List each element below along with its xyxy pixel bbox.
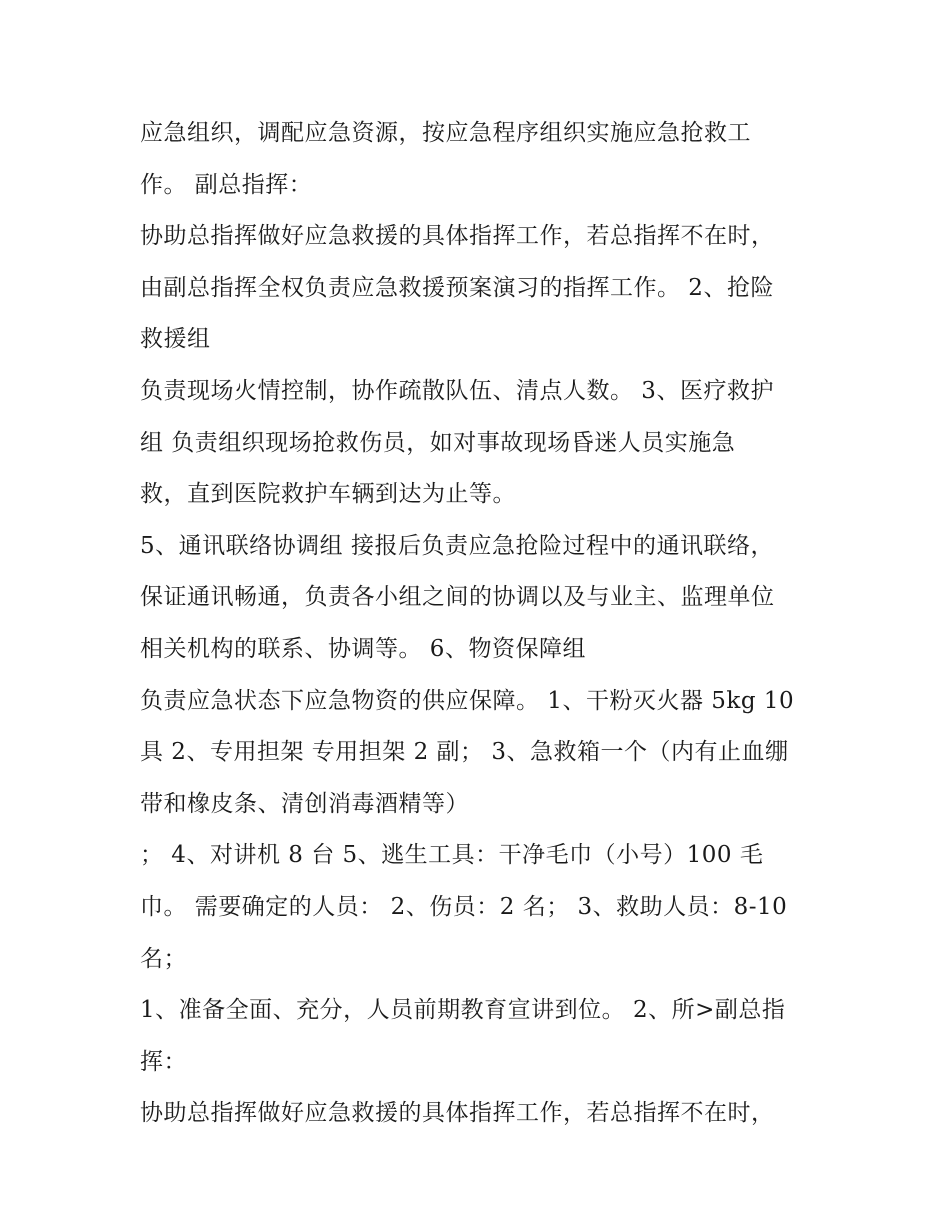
text-line: 保证通讯畅通，负责各小组之间的协调以及与业主、监理单位 (140, 584, 775, 611)
document-body (140, 108, 830, 1140)
text-line: 带和橡皮条、清创消毒酒精等） (140, 790, 469, 817)
text-line: 救援组 (140, 326, 211, 353)
text-line: 名； (140, 945, 187, 972)
text-line: 负责现场火情控制，协作疏散队伍、清点人数。 3、医疗救护 (140, 377, 774, 404)
text-line: 救，直到医院救护车辆到达为止等。 (140, 481, 516, 508)
text-line: 负责应急状态下应急物资的供应保障。 1、干粉灭火器 5kg 10 (140, 687, 795, 714)
text-line: 组 负责组织现场抢救伤员，如对事故现场昏迷人员实施急 (140, 429, 736, 456)
text-line: 巾。 需要确定的人员： 2、伤员：2 名； 3、救助人员：8-10 (140, 893, 788, 920)
text-line: 协助总指挥做好应急救援的具体指挥工作，若总指挥不在时， (140, 1100, 775, 1127)
text-line: 具 2、专用担架 专用担架 2 副； 3、急救箱一个（内有止血绷 (140, 739, 789, 766)
text-line: 应急组织，调配应急资源，按应急程序组织实施应急抢救工 (140, 120, 751, 146)
text-line: 协助总指挥做好应急救援的具体指挥工作，若总指挥不在时， (140, 223, 775, 250)
text-line: 由副总指挥全权负责应急救援预案演习的指挥工作。 2、抢险 (140, 274, 774, 301)
text-line: 作。 副总指挥： (140, 171, 313, 198)
text-line: 相关机构的联系、协调等。 6、物资保障组 (140, 635, 586, 662)
text-line: 挥： (140, 1048, 187, 1075)
text-line: ； 4、对讲机 8 台 5、逃生工具：干净毛巾（小号）100 毛 (140, 842, 764, 869)
text-line: 5、通讯联络协调组 接报后负责应急抢险过程中的通讯联络， (140, 532, 774, 559)
text-line: 1、准备全面、充分，人员前期教育宣讲到位。 2、所>副总指 (140, 997, 786, 1024)
